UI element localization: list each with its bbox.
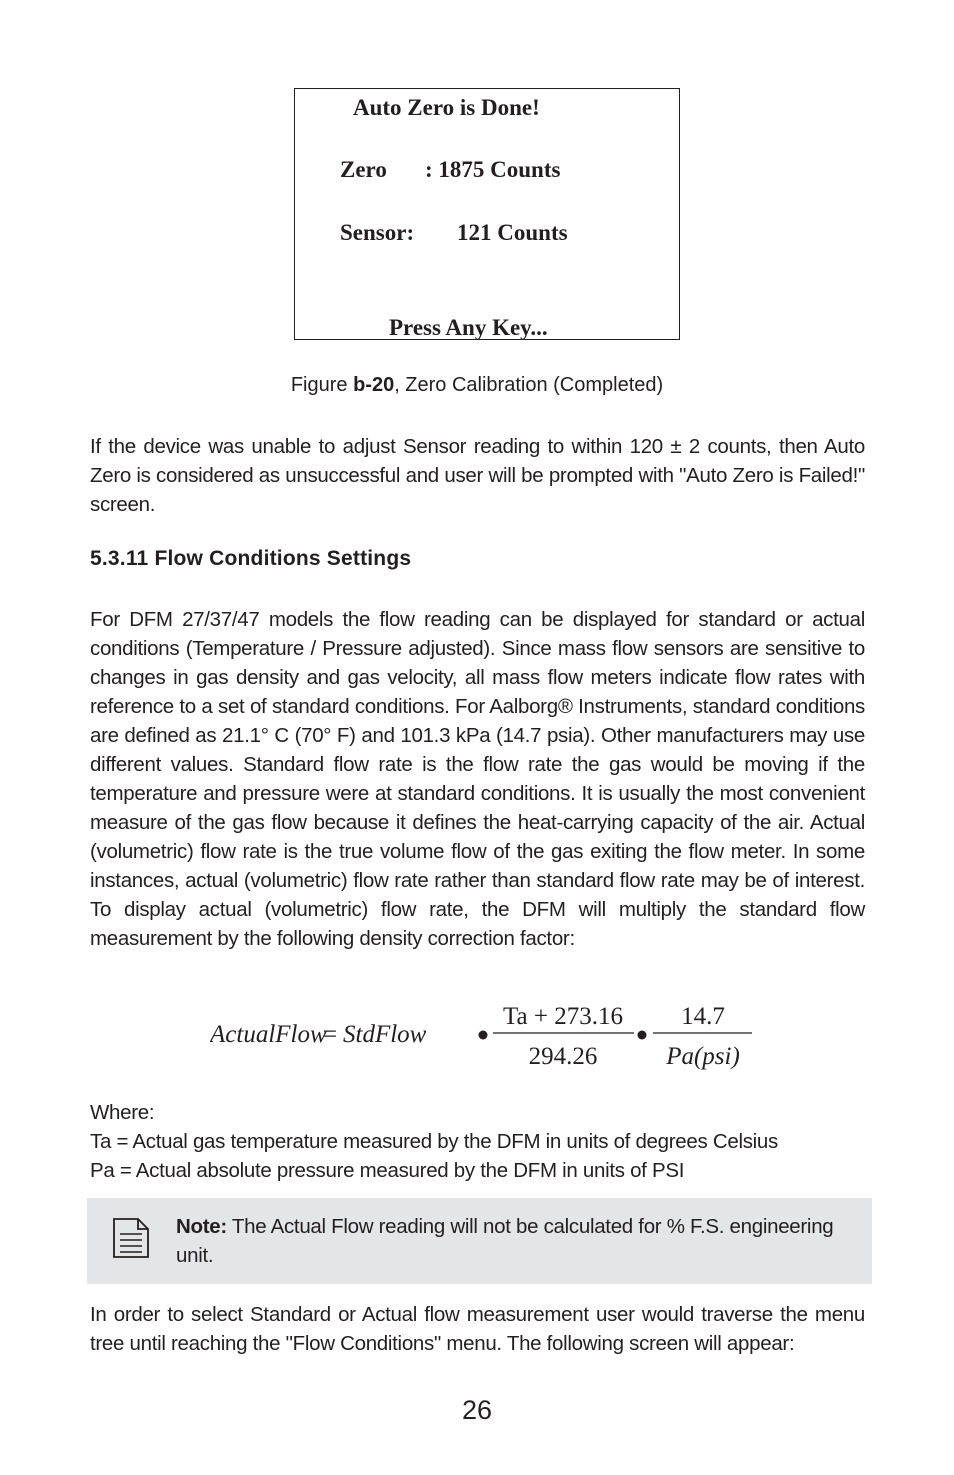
lcd-screen-figure [294, 88, 680, 340]
formula-frac1-den: 294.26 [528, 1043, 598, 1070]
density-correction-formula [210, 1000, 770, 1080]
paragraph-select-flow: In order to select Standard or Actual flow measurement user would traverse the menu tree until reaching the "Flow Conditions" menu. The following screen will appear: [90, 1303, 865, 1355]
caption-figure-id: b-20 [353, 374, 395, 396]
where-label: Where: [90, 1101, 155, 1124]
formula-frac1-num: Ta + 273.16 [503, 1003, 623, 1030]
figure-caption [0, 374, 954, 397]
screen-title: Auto Zero is Done! [353, 95, 540, 120]
formula-dot-1 [479, 1031, 488, 1040]
caption-prefix: Figure [290, 374, 354, 396]
note-text [176, 1212, 836, 1270]
page-number: 26 [461, 1395, 493, 1425]
note-box [87, 1198, 872, 1284]
note-body: The Actual Flow reading will not be calculated for % F.S. engineering unit. [176, 1215, 834, 1267]
formula-frac2-num: 14.7 [681, 1003, 725, 1030]
formula-std: StdFlow [343, 1021, 427, 1048]
note-document-icon [111, 1216, 151, 1260]
screen-sensor-label: Sensor: [340, 220, 415, 245]
paragraph-flow-conditions: For DFM 27/37/47 models the flow reading can be displayed for standard or actual conditions (Temperature / Pressure adjusted). Since mass flow sensors are sensitive to changes in gas density and gas velocity, all mass flow meters indicate flow rates with reference to a set of standard conditions. For Aalborg® Instruments, standard conditions are defined as 21.1° C (70° F) and 101.3 kPa (14.7 psia). Other manufacturers may use different values. Standard flow rate is the flow rate the gas would be moving if the temperature and pressure were at standard conditions. It is usually the most convenient measure of the gas flow because it defines the heat-carrying capacity of the air. Actual (volumetric) flow rate is the true volume flow of the gas exiting the flow meter. In some instances, actual (volumetric) flow rate rather than standard flow rate may be of interest. To display actual (volumetric) flow rate, the DFM will multiply the standard flow measurement by the following density correction factor: [90, 608, 865, 950]
screen-zero-label: Zero [340, 157, 387, 182]
formula-equals: = [323, 1021, 338, 1048]
paragraph-auto-zero: If the device was unable to adjust Sensor reading to within 120 ± 2 counts, then Auto Zero is considered as unsuccessful and user will be prompted with "Auto Zero is Failed!" screen. [90, 435, 865, 516]
caption-suffix: , Zero Calibration (Completed) [394, 374, 664, 396]
screen-sensor-value: 121 Counts [457, 220, 568, 245]
where-pa-definition: Pa = Actual absolute pressure measured by the DFM in units of PSI [90, 1159, 685, 1182]
screen-zero-value: : 1875 Counts [425, 157, 561, 182]
formula-dot-2 [638, 1031, 647, 1040]
formula-lhs: ActualFlow [210, 1021, 327, 1048]
note-label: Note: [176, 1215, 227, 1238]
section-heading: 5.3.11 Flow Conditions Settings [90, 547, 412, 570]
screen-press-key: Press Any Key... [389, 315, 548, 340]
formula-frac2-den: Pa(psi) [666, 1043, 740, 1070]
where-ta-definition: Ta = Actual gas temperature measured by the DFM in units of degrees Celsius [90, 1130, 778, 1153]
